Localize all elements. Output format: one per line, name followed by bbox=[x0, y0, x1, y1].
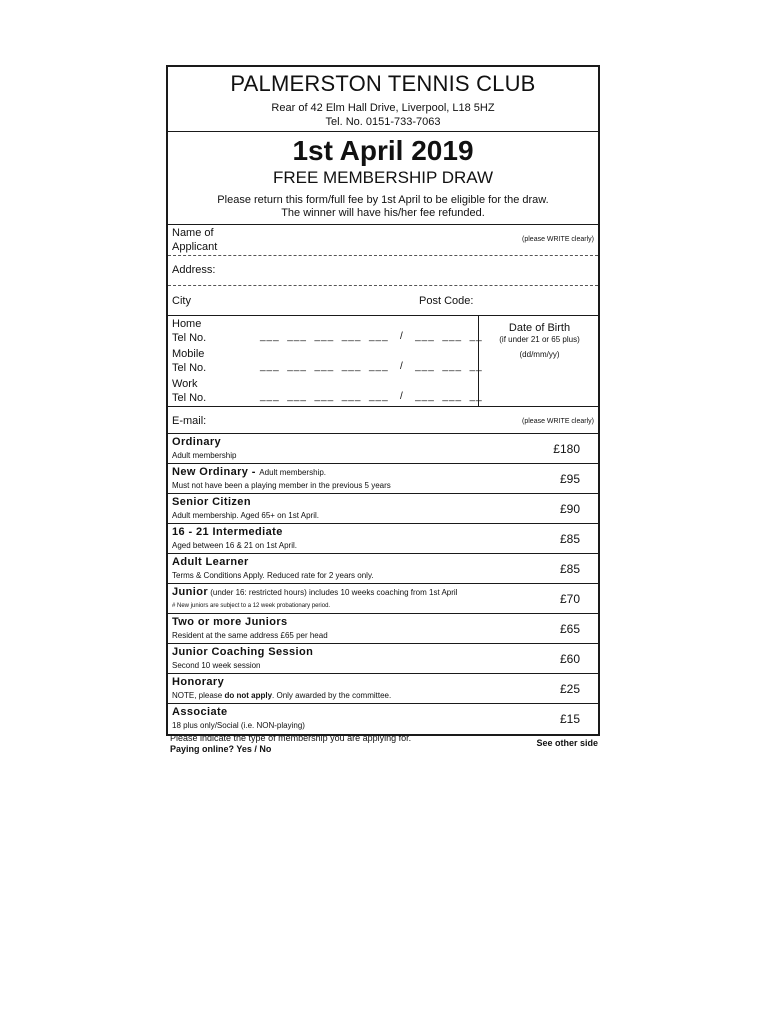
membership-price: £85 bbox=[559, 532, 580, 546]
membership-description: Aged between 16 & 21 on 1st April. bbox=[172, 541, 297, 550]
membership-instruction: Please indicate the type of membership you are applying for. bbox=[170, 733, 412, 743]
write-clearly-note: (please WRITE clearly) bbox=[522, 236, 594, 243]
membership-option[interactable] bbox=[168, 554, 598, 584]
name-label-2: Applicant bbox=[172, 241, 218, 253]
draw-note-2: The winner will have his/her fee refunded. bbox=[281, 207, 485, 219]
name-field[interactable] bbox=[168, 225, 598, 256]
membership-description: Terms & Conditions Apply. Reduced rate for 2 years only. bbox=[172, 571, 374, 580]
membership-title: 16 - 21 Intermediate bbox=[172, 526, 283, 538]
membership-description: Must not have been a playing member in the previous 5 years bbox=[172, 481, 391, 490]
draw-section bbox=[168, 136, 598, 225]
draw-date: 1st April 2019 bbox=[292, 135, 474, 166]
postcode-label: Post Code: bbox=[419, 295, 474, 307]
membership-option[interactable] bbox=[168, 464, 598, 494]
city-label: City bbox=[172, 295, 191, 307]
membership-price: £60 bbox=[559, 652, 580, 666]
membership-option[interactable] bbox=[168, 614, 598, 644]
see-other-side-note: See other side bbox=[536, 738, 598, 748]
membership-option[interactable] bbox=[168, 524, 598, 554]
membership-title: Honorary bbox=[172, 676, 225, 688]
name-label-1: Name of bbox=[172, 227, 214, 239]
membership-option[interactable] bbox=[168, 434, 598, 464]
home-label-1: Home bbox=[172, 318, 202, 330]
phone-section bbox=[168, 316, 598, 407]
address-field[interactable] bbox=[168, 256, 598, 286]
membership-price: £65 bbox=[559, 622, 580, 636]
email-label: E-mail: bbox=[172, 415, 207, 427]
membership-title: Junior Coaching Session bbox=[172, 646, 314, 658]
dob-title: Date of Birth bbox=[508, 322, 571, 334]
membership-title: New Ordinary - Adult membership. bbox=[172, 466, 326, 478]
membership-title: Junior (under 16: restricted hours) includes 10 weeks coaching from 1st April bbox=[172, 586, 458, 598]
membership-price: £95 bbox=[559, 472, 580, 486]
club-address: Rear of 42 Elm Hall Drive, Liverpool, L18 5HZ bbox=[271, 102, 495, 114]
home-label-2: Tel No. bbox=[172, 332, 207, 344]
work-tel-blanks[interactable]: ___ ___ ___ ___ ___ / ___ ___ __ bbox=[260, 391, 483, 402]
city-postcode-field[interactable] bbox=[168, 286, 598, 316]
membership-form bbox=[166, 65, 600, 736]
membership-option[interactable] bbox=[168, 494, 598, 524]
work-label-2: Tel No. bbox=[172, 392, 207, 404]
membership-title: Associate bbox=[172, 706, 228, 718]
membership-description: Second 10 week session bbox=[172, 661, 261, 670]
membership-price: £90 bbox=[559, 502, 580, 516]
email-field[interactable] bbox=[168, 407, 598, 434]
dob-note: (if under 21 or 65 plus) bbox=[499, 335, 580, 344]
membership-price: £25 bbox=[559, 682, 580, 696]
membership-description: # New juniors are subject to a 12 week probationary period. bbox=[172, 603, 331, 609]
membership-description: 18 plus only/Social (i.e. NON-playing) bbox=[172, 721, 305, 730]
membership-price: £85 bbox=[559, 562, 580, 576]
membership-description: Adult membership. Aged 65+ on 1st April. bbox=[172, 511, 319, 520]
membership-option[interactable] bbox=[168, 704, 598, 734]
membership-option[interactable] bbox=[168, 644, 598, 674]
membership-price: £15 bbox=[559, 712, 580, 726]
membership-price: £180 bbox=[553, 442, 580, 456]
membership-list bbox=[168, 434, 598, 734]
membership-description: Adult membership bbox=[172, 451, 237, 460]
membership-title: Ordinary bbox=[172, 436, 222, 448]
membership-description: NOTE, please do not apply. Only awarded by the committee. bbox=[172, 691, 392, 700]
paying-online-question[interactable]: Paying online? Yes / No bbox=[170, 744, 272, 754]
membership-title: Senior Citizen bbox=[172, 496, 251, 508]
club-header bbox=[168, 71, 598, 132]
address-label: Address: bbox=[172, 264, 216, 276]
membership-option[interactable] bbox=[168, 584, 598, 614]
draw-note-1: Please return this form/full fee by 1st April to be eligible for the draw. bbox=[217, 194, 549, 206]
membership-title: Adult Learner bbox=[172, 556, 249, 568]
mobile-label-1: Mobile bbox=[172, 348, 205, 360]
membership-price: £70 bbox=[559, 592, 580, 606]
membership-description: Resident at the same address £65 per head bbox=[172, 631, 328, 640]
club-name: PALMERSTON TENNIS CLUB bbox=[230, 71, 536, 96]
home-tel-blanks[interactable]: ___ ___ ___ ___ ___ / ___ ___ __ bbox=[260, 331, 483, 342]
work-label-1: Work bbox=[172, 378, 198, 390]
membership-option[interactable] bbox=[168, 674, 598, 704]
date-of-birth-box[interactable] bbox=[478, 316, 600, 406]
dob-format: (dd/mm/yy) bbox=[519, 350, 560, 359]
membership-title: Two or more Juniors bbox=[172, 616, 288, 628]
draw-title: FREE MEMBERSHIP DRAW bbox=[272, 168, 494, 187]
mobile-tel-blanks[interactable]: ___ ___ ___ ___ ___ / ___ ___ __ bbox=[260, 361, 483, 372]
club-telephone: Tel. No. 0151-733-7063 bbox=[325, 116, 441, 128]
email-write-clearly-note: (please WRITE clearly) bbox=[522, 418, 594, 425]
mobile-label-2: Tel No. bbox=[172, 362, 207, 374]
